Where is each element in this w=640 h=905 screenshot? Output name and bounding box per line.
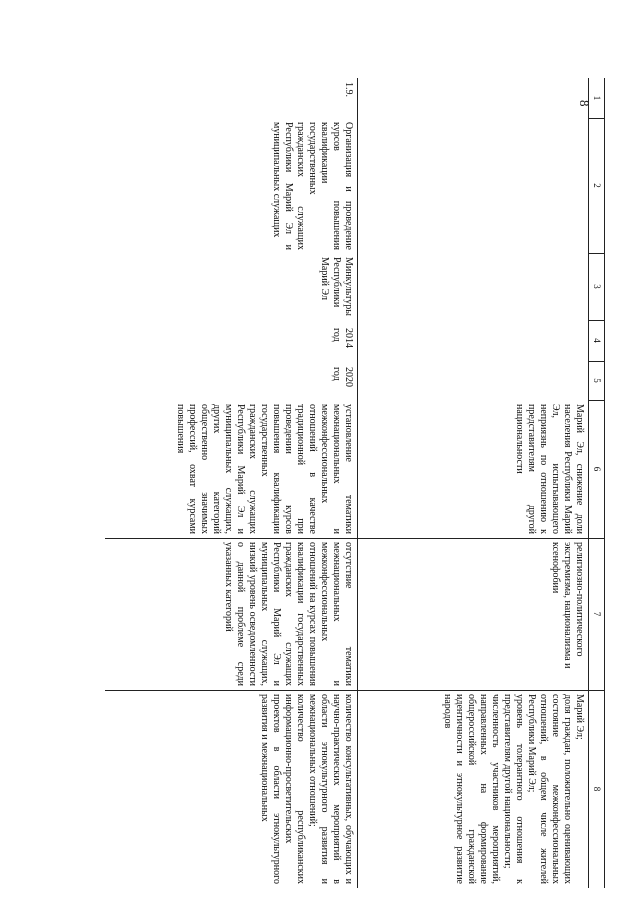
continued-result-cell: Марий Эл, снижение доли населения Республики Марий Эл, испытывающего неприязнь по отношению к представителям другой национальности [514,404,585,534]
activity-name-cell: Организация и проведение курсов повышения квалификации государственных гражданских служащих Республики Марий Эл и муниципальных служащих [271,122,354,250]
end-year-cell: 2020 год [331,367,354,387]
header-col-4: 4 [592,338,602,343]
header-col-2: 2 [592,183,602,188]
page-number: 8 [577,100,592,107]
column-divider [105,538,605,539]
header-col-1: 1 [592,95,602,101]
start-year-cell: 2014 год [331,328,354,348]
header-col-6: 6 [592,466,602,472]
header-col-3: 3 [592,284,602,289]
header-col-8: 8 [592,786,602,792]
indicators-cell: количество консультативных, обучающих и научно-практических мероприятий в области этнокультурного развития и межнациональных отношений; количество республиканских информационно-просветительских проектов в области этнокультурного развития и межнациональных [259,694,354,884]
row-number-cell: 1.9. [343,82,354,97]
continued-indicators-cell: Марий Эл; доля граждан, положительно оценивающих состояние межконфессиональных отношений, в общем числе жителей Республики Марий Эл; уровень толерантного отношения к представителям другой национальности; численность участников мероприятий, направленных на формирование общероссийской гражданской идентичности и этнокультурное развитие народов [442,694,585,884]
expected-result-cell: установление тематики межнациональных и межконфессиональных отношений в качестве традиционной при проведении курсов повышения квалификации государственных гражданских служащих Республики Марий Эл и муниципальных служащих, других категорий общественно значимых профессий, охват курсами повышения [175,404,354,534]
executor-cell: Минкультуры Республики Марий Эл [319,257,354,316]
row-divider [357,78,358,888]
header-col-5: 5 [592,378,602,383]
header-row-border [588,78,589,888]
consequences-cell: отсутствие тематики межнациональных и межконфессиональных отношений на курсах повышения квалификации государственных гражданских служащих Республики Марий Эл и муниципальных служащих, низкий уровень осведомленности о данной проблеме среди указанных категорий [223,542,354,686]
header-col-7: 7 [592,611,602,617]
program-table [105,78,605,888]
continued-consequences-cell: религиозно-политического экстремизма, национализма и ксенофобии [550,542,585,669]
column-divider [105,690,605,691]
table-top-border [604,78,605,888]
